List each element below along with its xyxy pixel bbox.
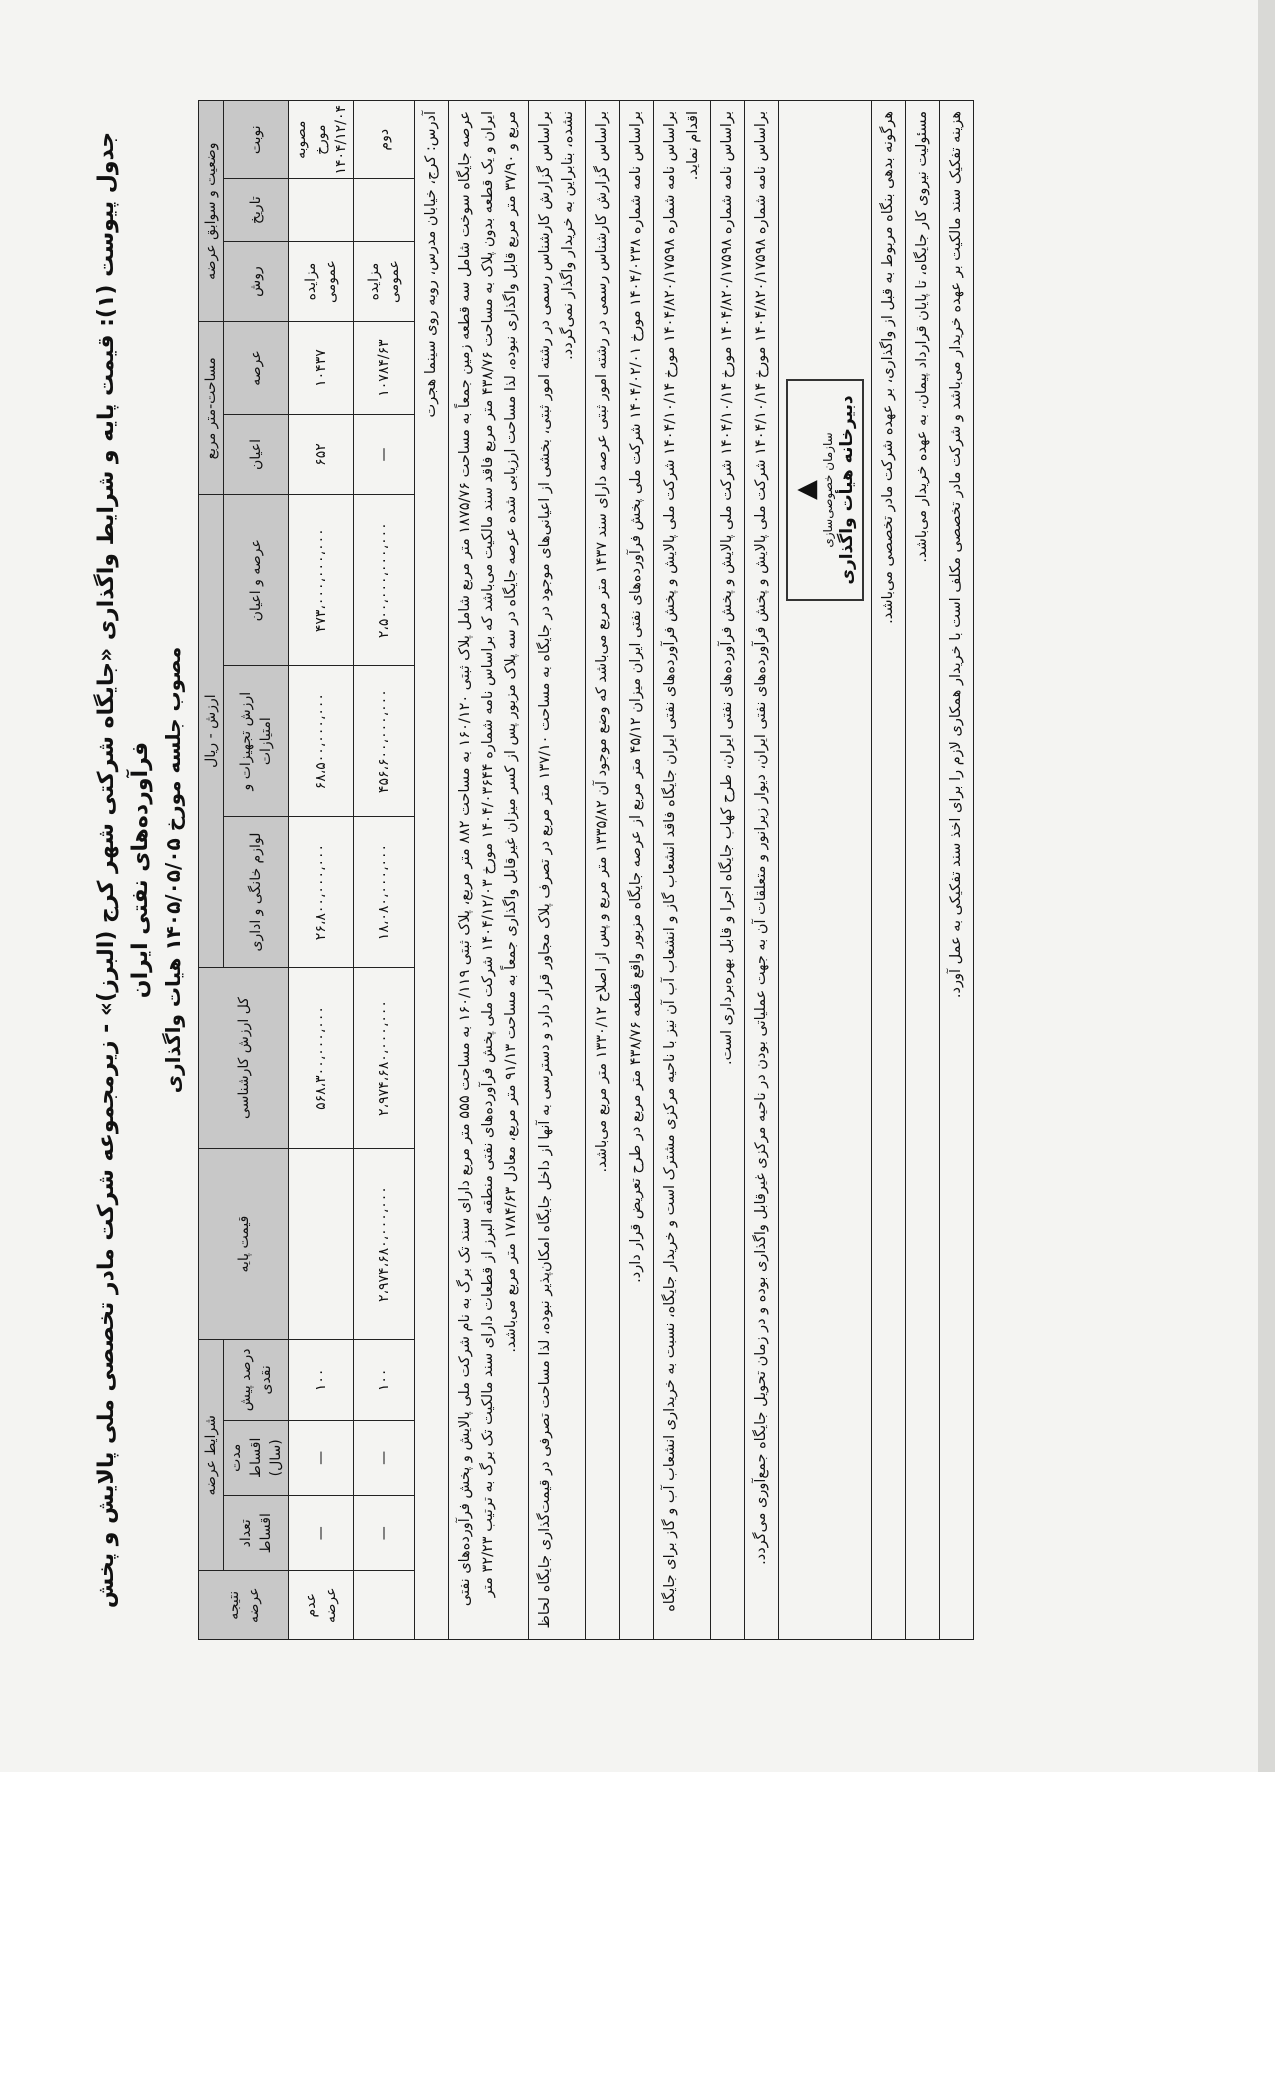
header-result: نتیجه عرضه — [199, 1571, 289, 1640]
cell-round: دوم — [354, 101, 415, 179]
cell-equipment: ۴۵۶،۶۰۰،۰۰۰،۰۰۰ — [354, 666, 415, 817]
note-row — [529, 101, 586, 1640]
cell-furniture: ۲۶،۸۰۰،۰۰۰،۰۰۰ — [289, 817, 354, 968]
cell-building: ۶۵۲ — [289, 414, 354, 494]
rotated-document — [90, 90, 1160, 1650]
header-value-group: ارزش - ریال — [199, 495, 224, 968]
cell-result: عدم عرضه — [289, 1571, 354, 1640]
attachment-table — [198, 100, 974, 1640]
note-utilities: براساس نامه شماره ۱۴۰۴/۸۲۰/۱۷۵۹۸ مورخ ۱۴۰۴/۱۰/۱۴ شرکت ملی پالایش و پخش فرآورده‌های نفتی ایران جایگاه فاقد انشعاب گاز و انشعاب آب آن نیز با ناحیه مرکزی مشترک است و خریدار جایگاه، نسبت به خریداری انشعاب آب و گاز برای جایگاه اقدام نماید. — [654, 101, 711, 1640]
organization-logo-icon: ▲ — [791, 480, 821, 500]
signature-row — [779, 101, 872, 1640]
header-land: عرصه — [224, 322, 289, 415]
cell-total-value: ۲،۹۷۴،۶۸۰،۰۰۰،۰۰۰ — [354, 968, 415, 1149]
header-building: اعیان — [224, 414, 289, 494]
header-installment-count: تعداد اقساط — [224, 1496, 289, 1571]
note-workforce: مسئولیت نیروی کار جایگاه، تا پایان قرارداد پیمان، به عهده خریدار می‌باشد. — [906, 101, 940, 1640]
scanner-edge — [1258, 0, 1275, 1772]
cell-total-value: ۵۶۸،۳۰۰،۰۰۰،۰۰۰ — [289, 968, 354, 1149]
cell-installment-count: — — [289, 1496, 354, 1571]
cell-land-building: ۲،۵۰۰،۰۰۰،۰۰۰،۰۰۰ — [354, 495, 415, 666]
note-row — [620, 101, 654, 1640]
header-installment-period: مدت اقساط (سال) — [224, 1420, 289, 1495]
cell-equipment: ۶۸،۵۰۰،۰۰۰،۰۰۰ — [289, 666, 354, 817]
header-total-value: کل ارزش کارشناسی — [199, 968, 289, 1149]
header-cash-percent: درصد پیش نقدی — [224, 1340, 289, 1420]
cell-cash-percent: ۱۰۰ — [289, 1340, 354, 1420]
stamp-cell — [779, 101, 872, 1640]
cell-land: ۱۰۷۸۴/۶۳ — [354, 322, 415, 415]
header-round-group: وضعیت و سوابق عرضه — [199, 101, 224, 322]
document-subtitle: مصوب جلسه مورخ ۱۴۰۵/۰۵/۰۵ هیات واگذاری — [161, 646, 185, 1094]
note-row — [586, 101, 620, 1640]
cell-base-price — [289, 1149, 354, 1340]
cell-installment-period: — — [289, 1420, 354, 1495]
note-adjacent: براساس گزارش کارشناس رسمی در رشته امور ثبتی، بخشی از اعیانی‌های موجود در جایگاه به مساحت ۱۳۷/۱۰ متر مربع در تصرف پلاک مجاور قرار دارد و دسترسی به آنها از داخل جایگاه امکان‌پذیر نبوده، لذا مساحت تصرفی در قیمت‌گذاری جایگاه لحاظ نشده، بنابراین به خریدار واگذار نمی‌گردد. — [529, 101, 586, 1640]
cell-land-building: ۴۷۳،۰۰۰،۰۰۰،۰۰۰ — [289, 495, 354, 666]
cell-installment-count: — — [354, 1496, 415, 1571]
cell-result — [354, 1571, 415, 1640]
cell-round: مصوبه مورخ ۱۴۰۴/۱۲/۰۴ — [289, 101, 354, 179]
note-debts: هرگونه بدهی بنگاه مربوط به قبل از واگذاری، بر عهده شرکت مادر تخصصی می‌باشد. — [872, 101, 906, 1640]
header-area-group: مساحت-متر مربع — [199, 322, 224, 495]
header-land-building: عرصه و اعیان — [224, 495, 289, 666]
header-terms-group: شرایط عرضه — [199, 1340, 224, 1571]
note-deed-area: براساس گزارش کارشناس رسمی در رشته امور ثبتی عرصه دارای سند ۱۴۳۷ متر مربع می‌باشد که وضع موجود آن ۱۳۳۵/۸۲ متر مربع و پس از اصلاح ۱۳۳۰/۱۲ متر مربع می‌باشد. — [586, 101, 620, 1640]
cell-method: مزایده عمومی — [354, 241, 415, 321]
note-wall: براساس نامه شماره ۱۴۰۴/۸۲۰/۱۷۵۹۸ مورخ ۱۴۰۴/۱۰/۱۴ شرکت ملی پالایش و پخش فرآورده‌های نفتی ایران، دیوار زیرانور و متعلقات آن به جهت عملیاتی بودن در ناحیه مرکزی غیرقابل واگذاری بوده و در زمان تحویل جایگاه جمع‌آوری می‌گردد. — [745, 101, 779, 1640]
note-row — [872, 101, 906, 1640]
note-row — [906, 101, 940, 1640]
note-row — [711, 101, 745, 1640]
table-row — [289, 101, 354, 1640]
stamp-secretariat: دبیرخانه هیأت واگذاری — [837, 395, 857, 585]
header-row-1 — [199, 101, 224, 1640]
header-equipment: ارزش تجهیزات و امتیازات — [224, 666, 289, 817]
stamp-organization: سازمان خصوصی‌سازی — [821, 432, 835, 548]
cell-land: ۱۰۴۳۷ — [289, 322, 354, 415]
header-furniture: لوازم خانگی و اداری — [224, 817, 289, 968]
table-row — [354, 101, 415, 1640]
cell-cash-percent: ۱۰۰ — [354, 1340, 415, 1420]
stamp — [786, 379, 864, 600]
note-row — [415, 101, 449, 1640]
note-row — [940, 101, 974, 1640]
header-date: تاریخ — [224, 179, 289, 241]
header-method: روش — [224, 241, 289, 321]
note-row — [745, 101, 779, 1640]
note-deed-separation: هزینه تفکیک سند مالکیت بر عهده خریدار می‌باشد و شرکت مادر تخصصی مکلف است با خریدار همکاری لازم را برای اخذ سند تفکیکی به عمل آورد. — [940, 101, 974, 1640]
cell-furniture: ۱۸،۰۸۰،۰۰۰،۰۰۰ — [354, 817, 415, 968]
header-row-2 — [224, 101, 289, 1640]
document-title: جدول پیوست (۱): قیمت پایه و شرایط واگذاری «جایگاه شرکتی شهر کرج (البرز)» - زیرمجموعه شرکت مادر تخصصی ملی پالایش و پخش فرآورده‌های نفتی ایران — [94, 131, 153, 1609]
note-row — [449, 101, 529, 1640]
cell-date — [289, 179, 354, 241]
cell-date — [354, 179, 415, 241]
note-widening: براساس نامه شماره ۱۴۰۴/۰۲۳۸ مورخ ۱۴۰۴/۰۲/۰۱ شرکت ملی پخش فرآورده‌های نفتی ایران میزان ۴۵/۱۲ متر مربع از عرصه جایگاه مزبور واقع قطعه ۴۳۸/۷۶ متر مربع در طرح تعریض قرار دارد. — [620, 101, 654, 1640]
note-plan: براساس نامه شماره ۱۴۰۴/۸۲۰/۱۷۵۹۸ مورخ ۱۴۰۴/۱۰/۱۴ شرکت ملی پالایش و پخش فرآورده‌های نفتی ایران، طرح کهاب جایگاه اجرا و قابل بهره‌برداری است. — [711, 101, 745, 1640]
cell-building: — — [354, 414, 415, 494]
note-address: آدرس: کرج، خیابان مدرس، روبه روی سینما هجرت — [415, 101, 449, 1640]
header-round: نوبت — [224, 101, 289, 179]
cell-base-price: ۲،۹۷۴،۶۸۰،۰۰۰،۰۰۰ — [354, 1149, 415, 1340]
cell-installment-period: — — [354, 1420, 415, 1495]
header-base-price: قیمت پایه — [199, 1149, 289, 1340]
note-land: عرصه جایگاه سوخت شامل سه قطعه زمین جمعاً به مساحت ۱۸۷۵/۷۶ متر مربع شامل پلاک ثبتی ۱۶۰/۱۲۰ به مساحت ۸۸۲ متر مربع، پلاک ثبتی ۱۶۰/۱۱۹ به مساحت ۵۵۵ متر مربع دارای سند تک برگ به نام شرکت ملی پالایش و پخش فرآورده‌های نفتی ایران و یک قطعه بدون پلاک به مساحت ۴۳۸/۷۶ متر مربع فاقد سند مالکیت می‌باشد که براساس نامه شماره ۱۴۰۴/۰۳۶۴۴ مورخ ۱۴۰۴/۱۲/۰۳ شرکت ملی پخش فرآورده‌های نفتی منطقه البرز از قطعات دارای سند مالکیت تک برگ به ترتیب ۳۲/۲۳ متر مربع و ۳۷/۹۰ متر مربع قابل واگذاری نبوده، لذا مساحت ارزیابی شده عرصه جایگاه در سه پلاک مزبور پس از کسر میزان غیرقابل واگذاری جمعاً به مساحت ۹۱/۱۳ متر مربع، معادل ۱۷۸۴/۶۳ متر مربع می‌باشد. — [449, 101, 529, 1640]
cell-method: مزایده عمومی — [289, 241, 354, 321]
note-row — [654, 101, 711, 1640]
